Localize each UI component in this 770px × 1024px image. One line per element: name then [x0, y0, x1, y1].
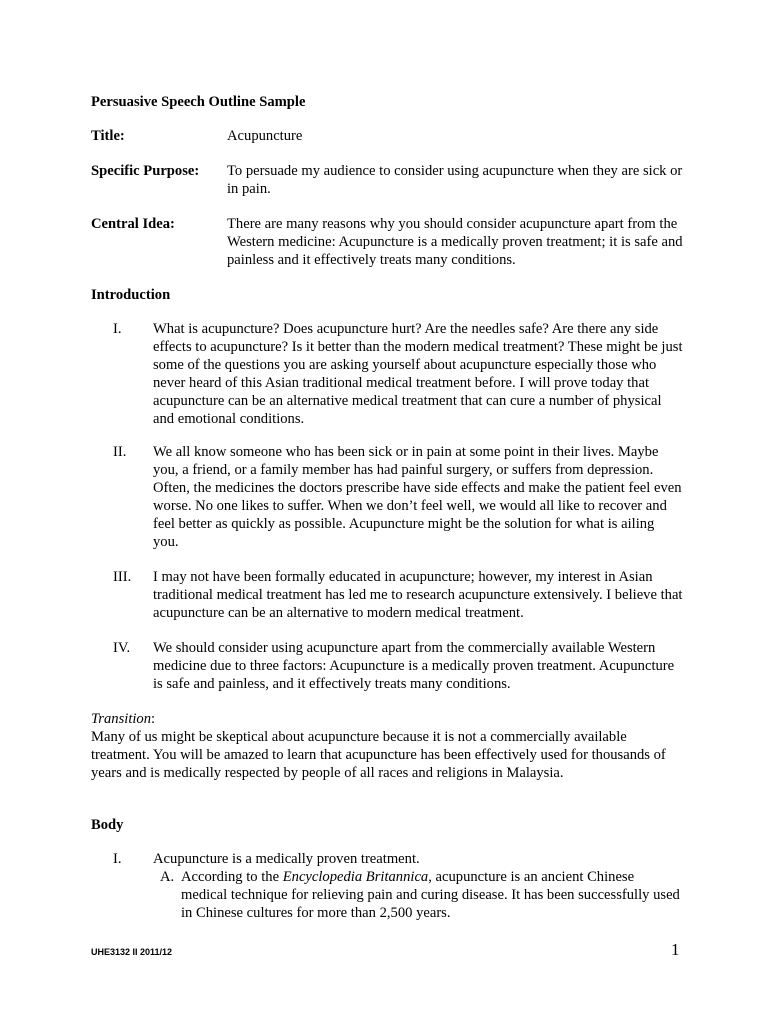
intro-item-4-text: We should consider using acupuncture apart from the commercially available Western medicine due to three factors: Acupuncture is a medically proven treatment. Acupuncture is safe and painless, and it effectively treats many conditions. [153, 640, 675, 692]
field-label-specific-purpose: Specific Purpose [91, 163, 195, 179]
intro-item-2-number: II. [113, 444, 127, 460]
intro-item-1-number: I. [113, 321, 122, 337]
body-item-1-text: Acupuncture is a medically proven treatment. [153, 851, 420, 867]
intro-item-2-text: We all know someone who has been sick or in pain at some point in their lives. Maybe you, a friend, or a family member has had painful surgery, or suffers from depression. Often, the medicines the doctors prescribe have side effects and make the patient feel even worse. No one likes to suffer. When we don’t feel well, we would all like to recover and feel better as quickly as possible. Acupuncture might be the solution for what is ailing you. [153, 444, 682, 550]
field-value-specific-purpose: To persuade my audience to consider using acupuncture when they are sick or in pain. [227, 163, 683, 197]
transition-block: Transition: Many of us might be skeptical about acupuncture because it is not a commercially available treatment. You will be amazed to learn that acupuncture has been effectively used for thousands of years and is medically respected by people of all races and religions in Malaysia. [91, 710, 681, 782]
transition-label: Transition [91, 711, 152, 727]
field-label-title: Title [91, 128, 120, 144]
footer-course-code: UHE3132 II 2011/12 [91, 947, 173, 957]
body-item-1-sub-a-letter: A. [160, 869, 175, 885]
body-item-1 [91, 850, 691, 870]
transition-text: Many of us might be skeptical about acupuncture because it is not a commercially available treatment. You will be amazed to learn that acupuncture has been effectively used for thousands of years and is medically respected by people of all races and religions in Malaysia. [91, 729, 666, 781]
body-item-1-sub-a [91, 868, 691, 924]
intro-item-3-number: III. [113, 569, 132, 585]
encyclopedia-title: Encyclopedia Britannica [282, 869, 429, 885]
intro-item-4-number: IV. [113, 640, 131, 656]
intro-item-1-text: What is acupuncture? Does acupuncture hurt? Are the needles safe? Are there any side effects to acupuncture? Is it better than the modern medical treatment? These might be just some of the questions you are asking yourself about acupuncture especially those who never heard of this Asian traditional medical treatment before. I will prove today that acupuncture can be an alternative medical treatment that can cure a number of physical and emotional conditions. [153, 321, 683, 427]
field-value-title: Acupuncture [227, 128, 303, 144]
intro-item-1 [91, 320, 691, 430]
body-item-1-number: I. [113, 851, 122, 867]
document-title: Persuasive Speech Outline Sample [91, 94, 306, 110]
intro-item-3-text: I may not have been formally educated in acupuncture; however, my interest in Asian traditional medical treatment has led me to research acupuncture extensively. I believe that acupuncture can be an alternative to modern medical treatment. [153, 569, 683, 621]
intro-item-4 [91, 639, 691, 695]
page-number: 1 [671, 940, 680, 959]
field-specific-purpose-row: Specific Purpose: To persuade my audience to consider using acupuncture when they are sick or in pain. [91, 162, 691, 200]
intro-item-3 [91, 568, 691, 624]
field-label-central-idea: Central Idea [91, 216, 171, 232]
body-heading: Body [91, 817, 124, 833]
introduction-heading: Introduction [91, 287, 171, 303]
intro-item-2 [91, 443, 691, 553]
field-central-idea-row: Central Idea: There are many reasons why you should consider acupuncture apart from the Western medicine: Acupuncture is a medically proven treatment; it is safe and painless and it effectively treats many conditions. [91, 215, 691, 271]
field-title-row: Title: Acupuncture [91, 127, 691, 147]
body-item-1-sub-a-text: According to the Encyclopedia Britannica, acupuncture is an ancient Chinese medical technique for relieving pain and curing disease. It has been successfully used in Chinese cultures for more than 2,500 years. [181, 869, 680, 921]
field-value-central-idea: There are many reasons why you should consider acupuncture apart from the Western medicine: Acupuncture is a medically proven treatment; it is safe and painless and it effectively treats many conditions. [227, 216, 683, 268]
